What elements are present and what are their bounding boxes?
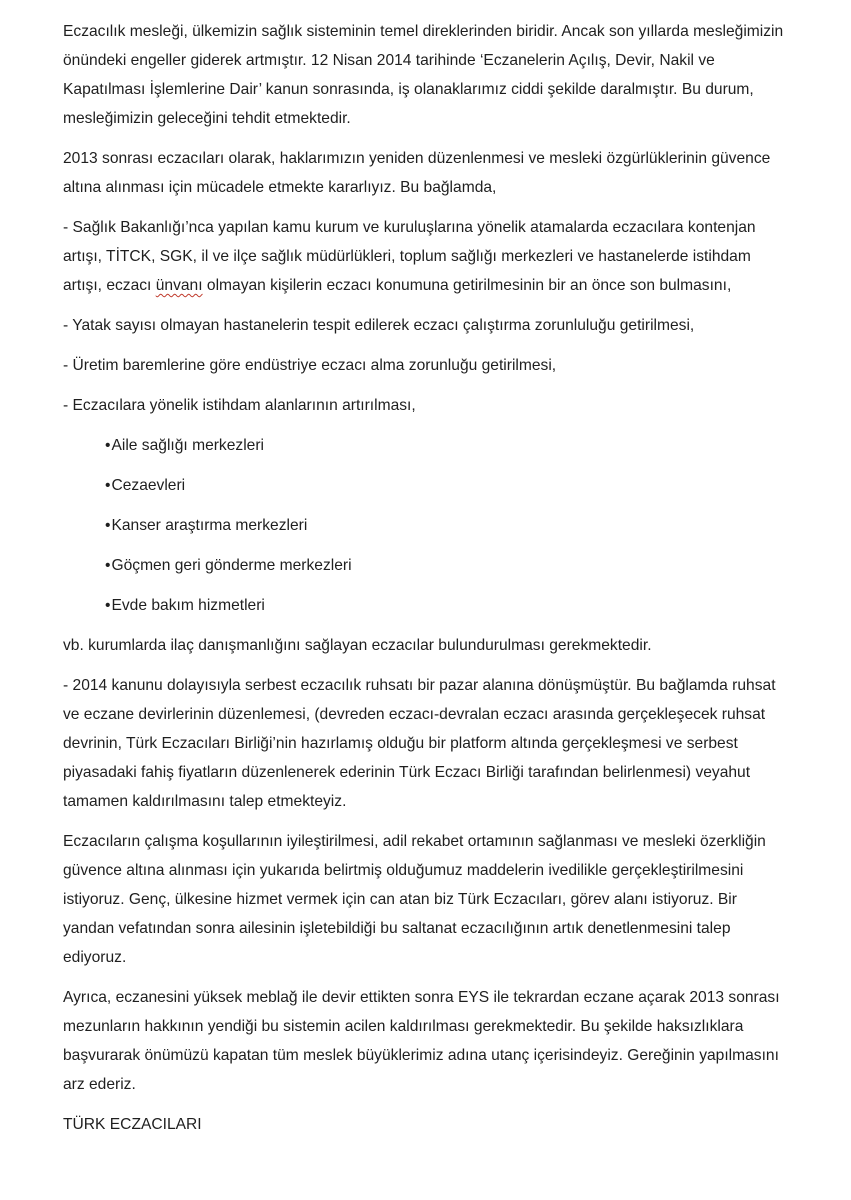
paragraph-2013-graduates: 2013 sonrası eczacıları olarak, haklarımızın yeniden düzenlenmesi ve mesleki özgürlüklerinin güvence altına alınması için mücadele etmekte kararlıyız. Bu bağlamda, (63, 150, 771, 196)
paragraph-eys-system: Ayrıca, eczanesini yüksek meblağ ile devir ettikten sonra EYS ile tekrardan eczane açarak 2013 sonrası mezunların hakkının yendiği bu sistemin acilen kaldırılması gerekmektedir. Bu şekilde haksızlıklara başvurarak önümüzü kapatan tüm meslek büyüklerimiz adına utanç içerisindeyiz. Gereğinin yapılmasını arz ederiz. (63, 989, 780, 1093)
paragraph-ministry-quota-part1: - Sağlık Bakanlığı’nca yapılan kamu kurum ve kuruluşlarına yönelik atamalarda eczacılara kontenjan artışı, TİTCK, SGK, il ve ilçe sağlık müdürlükleri, toplum sağlığı merkezleri ve hastanelerde istihdam artışı, eczacı (63, 219, 756, 294)
paragraph-consultancy: vb. kurumlarda ilaç danışmanlığını sağlayan eczacılar bulundurulması gerekmektedir. (63, 637, 652, 654)
list-item: • Kanser araştırma merkezleri (105, 511, 791, 540)
spellcheck-flagged-word[interactable]: ünvanı (155, 277, 203, 294)
paragraph-industry-requirement: - Üretim baremlerine göre endüstriye eczacı alma zorunluğu getirilmesi, (63, 357, 557, 374)
employment-areas-list (63, 431, 791, 620)
paragraph-ministry-quota-part2: olmayan kişilerin eczacı konumuna getirilmesinin bir an önce son bulmasını, (202, 277, 732, 294)
paragraph-intro: Eczacılık mesleği, ülkemizin sağlık sisteminin temel direklerinden biridir. Ancak son yıllarda mesleğimizin önündeki engeller giderek artmıştır. 12 Nisan 2014 tarihinde ‘Eczanelerin Açılış, Devir, Nakil ve Kapatılması İşlemlerine Dair’ kanun sonrasında, iş olanaklarımız ciddi şekilde daralmıştır. Bu durum, mesleğimizin geleceğini tehdit etmektedir. (63, 23, 784, 127)
list-item: • Aile sağlığı merkezleri (105, 431, 791, 460)
paragraph-working-conditions: Eczacıların çalışma koşullarının iyileştirilmesi, adil rekabet ortamının sağlanması ve mesleki özerkliğin güvence altına alınması için yukarıda belirtmiş olduğumuz maddelerin ivedilikle gerçekleştirilmesini istiyoruz. Genç, ülkesine hizmet vermek için can atan biz Türk Eczacıları, görev alanı istiyoruz. Bir yandan vefatından sonra ailesinin işletebildiği bu saltanat eczacılığının artık denetlenmesini talep ediyoruz. (63, 833, 766, 966)
paragraph-license-market: - 2014 kanunu dolayısıyla serbest eczacılık ruhsatı bir pazar alanına dönüşmüştür. Bu bağlamda ruhsat ve eczane devirlerinin düzenlemesi, (devreden eczacı-devralan eczacı arasında gerçekleşecek ruhsat devrinin, Türk Eczacıları Birliği’nin hazırlamış olduğu bir platform altında gerçekleşmesi ve serbest piyasadaki fahiş fiyatların düzenlenerek ederinin Türk Eczacı Birliği tarafından belirlenmesi) veyahut tamamen kaldırılmasını talep etmekteyiz. (63, 677, 776, 810)
paragraph-employment-areas: - Eczacılara yönelik istihdam alanlarının artırılması, (63, 397, 416, 414)
list-item: • Evde bakım hizmetleri (105, 591, 791, 620)
paragraph-ministry-quota (63, 213, 791, 300)
list-item: • Göçmen geri gönderme merkezleri (105, 551, 791, 580)
paragraph-hospital-requirement: - Yatak sayısı olmayan hastanelerin tespit edilerek eczacı çalıştırma zorunluluğu getirilmesi, (63, 317, 695, 334)
signature: TÜRK ECZACILARI (63, 1116, 202, 1133)
list-item: • Cezaevleri (105, 471, 791, 500)
